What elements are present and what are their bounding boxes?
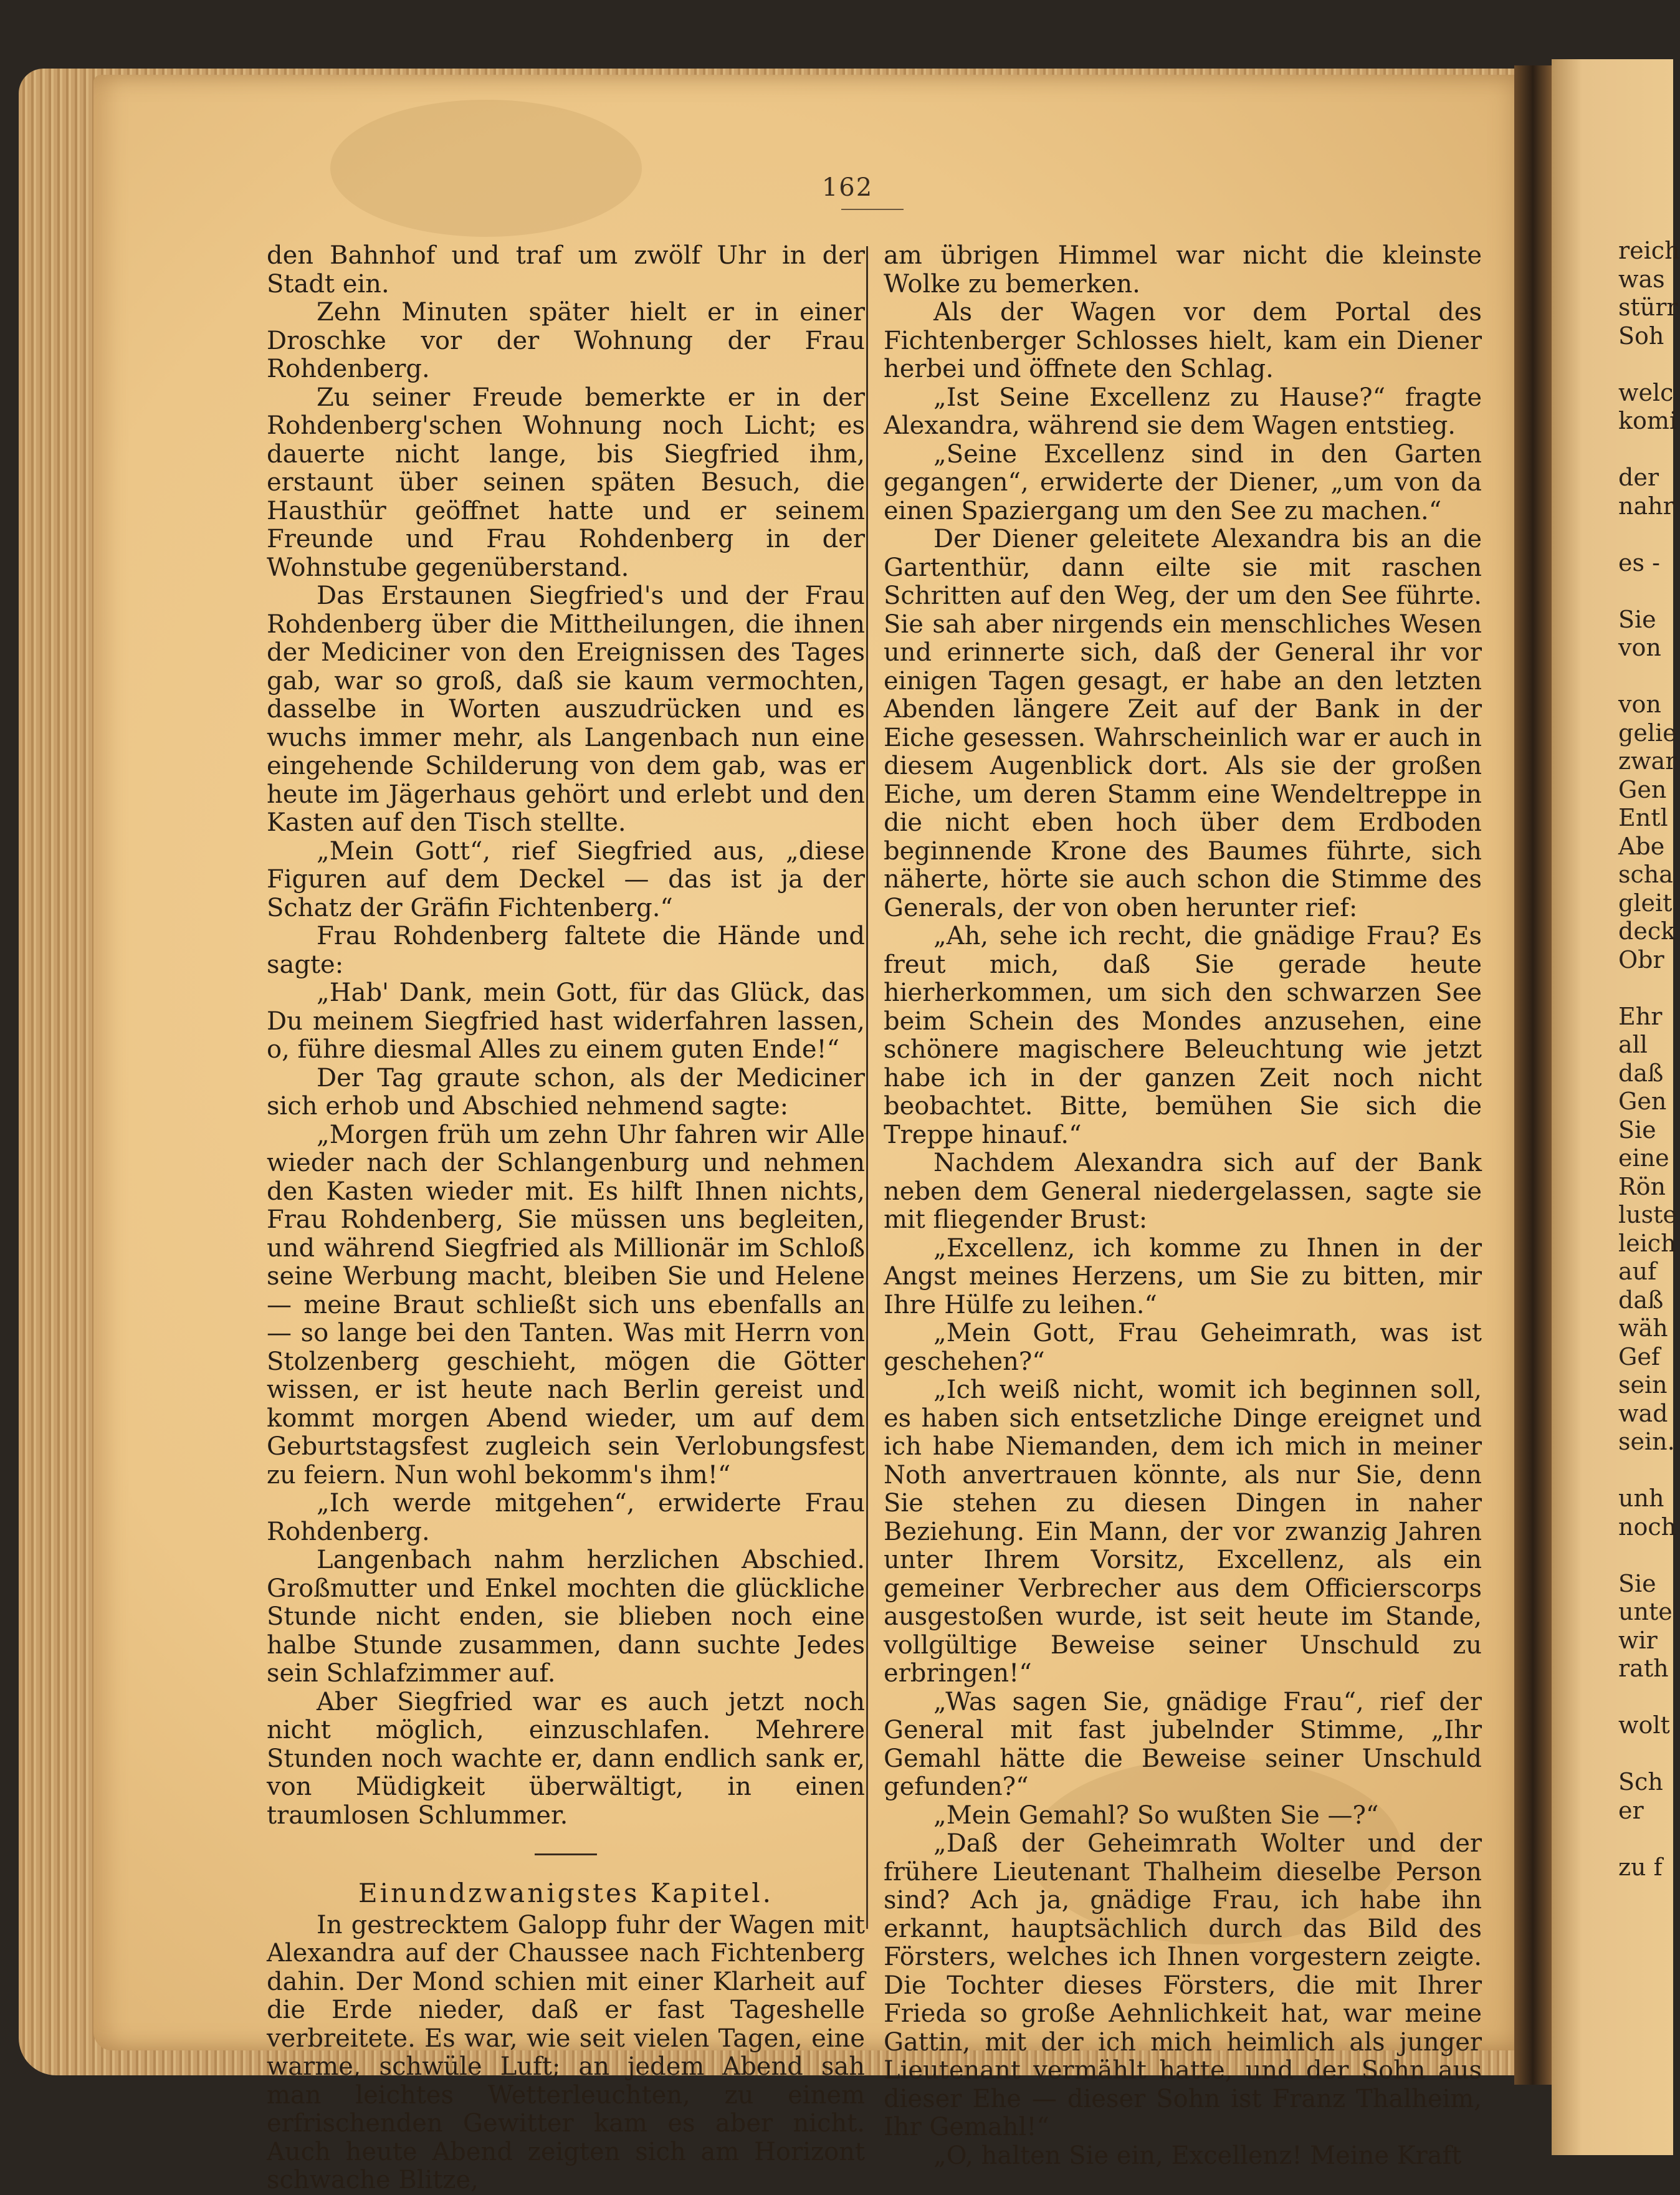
paragraph: Nachdem Alexandra sich auf der Bank neben dem General niedergelassen, sagte sie mit fliegender Brust: [884,1149,1482,1234]
facing-page-fragment: nahr [1618,492,1674,520]
facing-page-fragment: Gef [1618,1342,1660,1370]
paragraph: „Daß der Geheimrath Wolter und der frühere Lieutenant Thalheim dieselbe Person sind? Ach ja, gnädige Frau, ich habe ihn erkannt, hauptsächlich durch das Bild des Försters, welches ich Ihnen vorgestern zeigte. Die Tochter dieses Försters, die mit Ihrer Frieda so große Aehnlichkeit hat, war meine Gattin, mit der ich mich heimlich als junger Lieutenant vermählt hatte, und der Sohn aus dieser Ehe — dieser Sohn ist Franz Thalheim, Ihr Gemahl!“ [884,1829,1482,2141]
facing-page-fragment: Obr [1618,945,1664,973]
facing-page-fragment: zu f [1618,1853,1663,1881]
facing-page-fragment [1618,436,1673,464]
paragraph: In gestrecktem Galopp fuhr der Wagen mit Alexandra auf der Chaussee nach Fichtenberg dahin. Der Mond schien mit einer Klarheit auf die Erde nieder, daß er fast Tageshelle verbreitete. Es war, wie seit vielen Tagen, eine warme, schwüle Luft; an jedem Abend sah man leichtes Wetterleuchten, zu einem erfrischenden Gewitter kam es aber nicht. Auch heute Abend zeigten sich am Horizont schwache Blitze, [267,1910,865,2194]
facing-page-fragment: sein. [1618,1428,1675,1455]
facing-page-fragment: zwar [1618,747,1677,775]
facing-page-fragment: komi [1618,407,1678,434]
facing-page-fragment: daß [1618,1286,1664,1314]
book-gutter [1514,65,1552,2085]
paragraph: „Ich weiß nicht, womit ich beginnen soll, es haben sich entsetzliche Dinge ereignet und ich habe Niemanden, dem ich mich in meiner Noth anvertrauen könnte, als nur Sie, denn Sie stehen zu diesen Dingen in naher Beziehung. Ein Mann, der vor zwanzig Jahren unter Ihrem Vorsitz, Excellenz, als ein gemeiner Verbrecher aus dem Officierscorps ausgestoßen wurde, ist seit heute im Stande, vollgültige Beweise seiner Unschuld zu erbringen!“ [884,1375,1482,1688]
facing-page-fragment: noch [1618,1513,1677,1541]
facing-page-fragment: Sch [1618,1768,1663,1796]
paragraph: „O, halten Sie ein, Excellenz! Meine Kraft [933,2141,1462,2170]
paragraph: „Excellenz, ich komme zu Ihnen in der Angst meines Herzens, um Sie zu bitten, mir Ihre Hülfe zu leihen.“ [884,1233,1482,1319]
facing-page-fragment: eine [1618,1144,1669,1172]
facing-page-fragment: Entl [1618,804,1668,831]
paragraph: Zu seiner Freude bemerkte er in der Rohdenberg'schen Wohnung noch Licht; es dauerte nicht lange, bis Siegfried ihm, erstaunt über seinen späten Besuch, die Hausthür geöffnet hatte und er seinem Freunde und Frau Rohdenberg in der Wohnstube gegenüberstand. [267,383,865,582]
chapter-body [267,1911,865,2195]
facing-page-fragment: was [1618,265,1665,293]
paragraph: Zehn Minuten später hielt er in einer Droschke vor der Wohnung der Frau Rohdenberg. [267,298,865,383]
facing-page-fragment [1618,1683,1673,1712]
facing-page-fragment: daß [1618,1059,1664,1087]
facing-page-fragment: wad [1618,1399,1668,1427]
facing-page-fragment: Abe [1618,832,1665,860]
facing-page-fragment: sein [1618,1371,1668,1399]
text-column-left [267,241,865,2194]
paragraph: „Ich werde mitgehen“, erwiderte Frau Rohdenberg. [267,1489,865,1546]
facing-page-fragment [1618,974,1673,1003]
paragraph: „Hab' Dank, mein Gott, für das Glück, das Du meinem Siegfried hast widerfahren lassen, o, führe diesmal Alles zu einem guten Ende!“ [267,978,865,1064]
paper-stain [330,100,642,237]
paragraph: Das Erstaunen Siegfried's und der Frau Rohdenberg über die Mittheilungen, die ihnen der Mediciner von den Ereignissen des Tages gab, war so groß, daß sie kaum vermochten, dasselbe in Worten auszudrücken und es wuchs immer mehr, als Langenbach nun eine eingehende Schilderung von dem gab, was er heute im Jägerhaus gehört und erlebt und den Kasten auf den Tisch stellte. [267,581,865,837]
facing-page-fragment: all [1618,1031,1648,1058]
facing-page-fragment: reich [1618,237,1680,264]
paragraph: Der Tag graute schon, als der Mediciner sich erhob und Abschied nehmend sagte: [267,1063,865,1121]
text-column-right [884,241,1482,2170]
facing-page-fragment: Sie [1618,605,1656,633]
facing-page-fragment [1618,1825,1673,1853]
facing-page-fragment: stürr [1618,294,1678,321]
paragraph: Aber Siegfried war es auch jetzt noch nicht möglich, einzuschlafen. Mehrere Stunden noch wachte er, dann endlich sank er, von Müdigkeit überwältigt, in einen traumlosen Schlummer. [267,1687,865,1830]
paragraph: „Ist Seine Excellenz zu Hause?“ fragte Alexandra, während sie dem Wagen entstieg. [884,383,1482,440]
facing-page-fragment: rath [1618,1655,1669,1682]
paragraph: am übrigen Himmel war nicht die kleinste Wolke zu bemerken. [884,241,1482,299]
facing-page-fragment: Soh [1618,322,1664,350]
facing-page-fragment: wir [1618,1626,1658,1654]
paragraph: „Mein Gott, Frau Geheimrath, was ist geschehen?“ [884,1319,1482,1376]
facing-page-fragment: deck [1618,917,1676,945]
facing-page-fragment: Ehr [1618,1002,1663,1030]
paragraph: „Mein Gemahl? So wußten Sie —?“ [933,1800,1379,1830]
facing-page-fragment: Sie [1618,1116,1656,1144]
facing-page-fragment: von [1618,691,1661,718]
facing-page-fragment [1618,1456,1673,1485]
chapter-divider [535,1853,597,1855]
facing-page-fragment: wäh [1618,1314,1668,1342]
paragraph: „Mein Gott“, rief Siegfried aus, „diese Figuren auf dem Deckel — das ist ja der Schatz der Gräfin Fichtenberg.“ [267,836,865,922]
facing-page-fragment: unh [1618,1485,1664,1512]
facing-page-fragment: es - [1618,548,1660,576]
column-right-body [884,242,1482,2170]
facing-page-fragment: Gen [1618,1088,1667,1115]
paragraph: „Ah, sehe ich recht, die gnädige Frau? Es freut mich, daß Sie gerade heute hierherkommen, um sich den schwarzen See beim Schein des Mondes anzusehen, eine schönere magischere Beleuchtung wie jetzt habe ich in der ganzen Zeit noch nicht beobachtet. Bitte, bemühen Sie sich die Treppe hinauf.“ [884,922,1482,1149]
facing-page-fragment: von [1618,634,1661,661]
facing-page-fragment [1618,520,1673,549]
facing-page-fragment: Gen [1618,775,1667,803]
chapter-heading: Einundzwanigstes Kapitel. [358,1878,774,1908]
paragraph: „Was sagen Sie, gnädige Frau“, rief der General mit fast jubelnder Stimme, „Ihr Gemahl hätte die Beweise seiner Unschuld gefunden?“ [884,1687,1482,1801]
facing-page-fragment: der [1618,464,1659,491]
facing-page-fragment: welc [1618,378,1674,406]
facing-page-fragment: luste [1618,1201,1677,1228]
facing-page-fragment: scha [1618,861,1673,888]
facing-page-fragment: wolt [1618,1711,1670,1739]
facing-page-fragment: gleit [1618,889,1673,917]
facing-page-fragment: leich [1618,1229,1676,1257]
paragraph: „Seine Excellenz sind in den Garten gegangen“, erwiderte der Diener, „um von da einen Spaziergang um den See zu machen.“ [884,439,1482,525]
facing-page-fragment [1618,577,1673,606]
column-rule [866,246,868,1929]
facing-page-fragment: gelie [1618,719,1677,747]
facing-page-fragment: unte [1618,1598,1673,1625]
facing-page-fragment: Sie [1618,1569,1656,1597]
facing-page-fragment [1618,1541,1673,1570]
facing-page-fragment: er [1618,1796,1644,1824]
facing-page-fragment [1618,662,1673,691]
page-number: 162 [821,173,874,202]
paragraph: „Morgen früh um zehn Uhr fahren wir Alle wieder nach der Schlangenburg und nehmen den Kasten wieder mit. Es hilft Ihnen nichts, Frau Rohdenberg, Sie müssen uns begleiten, und während Siegfried als Millionär im Schloß seine Werbung macht, bleiben Sie und Helene — meine Braut schließt sich uns ebenfalls an — so lange bei den Tanten. Was mit Herrn von Stolzenberg geschieht, mögen die Götter wissen, er ist heute nach Berlin gereist und kommt morgen Abend wieder, um auf dem Geburtstagsfest zugleich sein Verlobungsfest zu feiern. Nun wohl bekomm's ihm!“ [267,1120,865,1490]
paragraph: Frau Rohdenberg faltete die Hände und sagte: [267,922,865,979]
paragraph: den Bahnhof und traf um zwölf Uhr in der Stadt ein. [267,241,865,299]
facing-page-fragment [1618,350,1673,379]
page-number-rule [841,209,904,210]
column-left-body [267,242,865,1830]
paragraph: Der Diener geleitete Alexandra bis an die Gartenthür, dann eilte sie mit raschen Schritten auf den Weg, der um den See führte. Sie sah aber nirgends ein menschliches Wesen und erinnerte sich, daß der General ihr vor einigen Tagen gesagt, er habe an den letzten Abenden längere Zeit auf der Bank in der Eiche gesessen. Wahrscheinlich war er auch in diesem Augenblick dort. Als sie der großen Eiche, um deren Stamm eine Wendeltreppe in die nicht eben hoch über dem Erdboden beginnende Krone des Baumes führte, sich näherte, hörte sie auch schon die Stimme des Generals, der von oben herunter rief: [884,525,1482,922]
facing-page-fragment [1618,1740,1673,1769]
facing-page-fragment: Rön [1618,1172,1666,1200]
facing-page-text-fragments [1618,237,1680,1982]
paragraph: Als der Wagen vor dem Portal des Fichtenberger Schlosses hielt, kam ein Diener herbei und öffnete den Schlag. [884,298,1482,383]
paragraph: Langenbach nahm herzlichen Abschied. Großmutter und Enkel mochten die glückliche Stunde nicht enden, sie blieben noch eine halbe Stunde zusammen, dann suchte Jedes sein Schlafzimmer auf. [267,1546,865,1688]
facing-page-fragment: auf [1618,1258,1657,1285]
